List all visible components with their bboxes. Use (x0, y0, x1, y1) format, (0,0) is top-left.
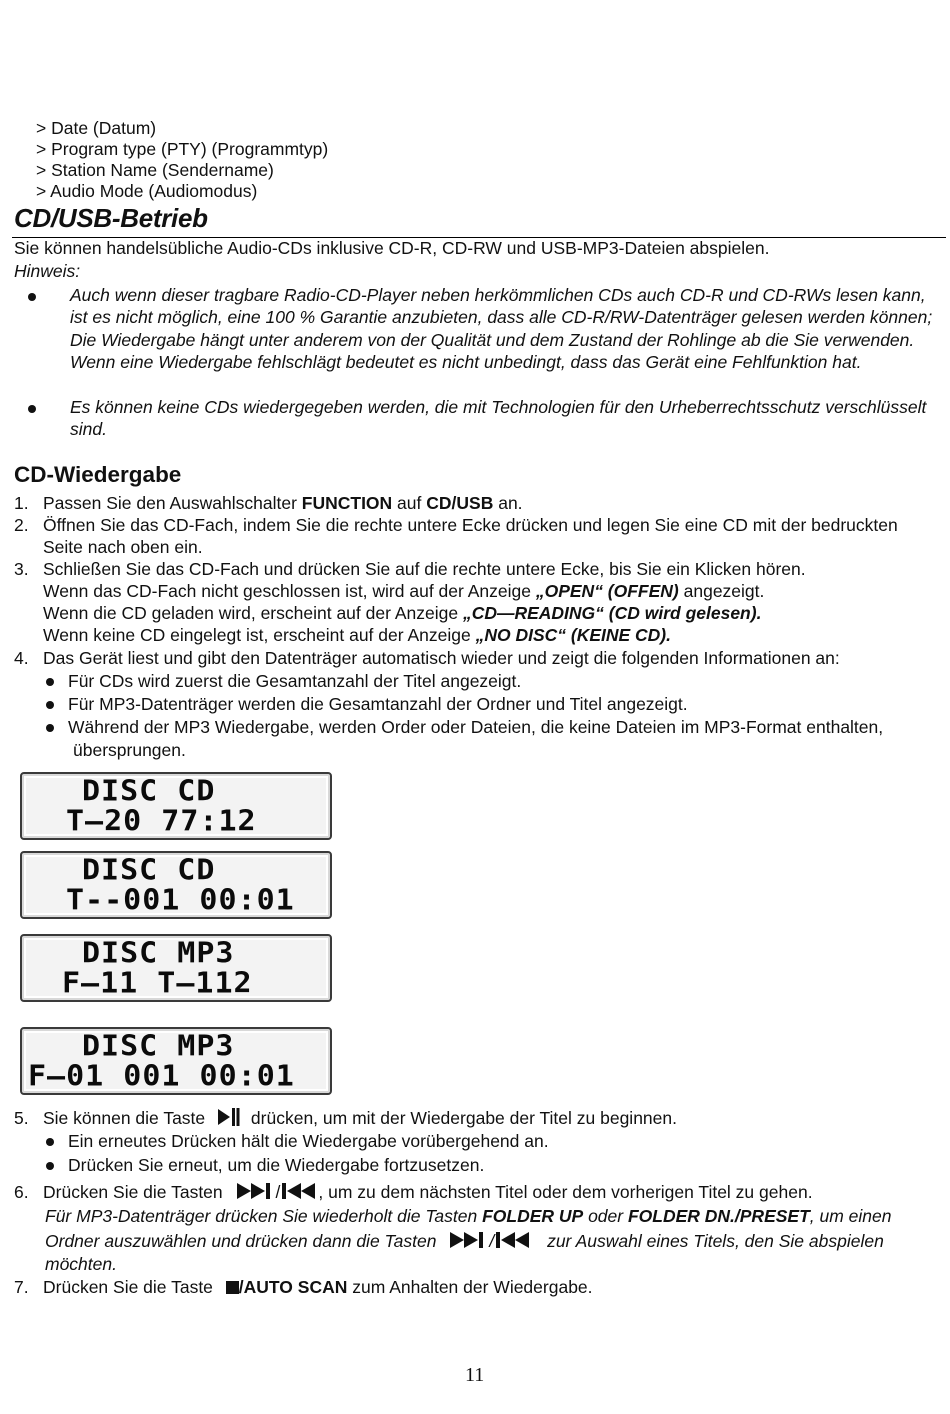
list-item: > Station Name (Sendername) (36, 160, 274, 180)
feature-list (36, 118, 328, 202)
step-4-bullet: Für CDs wird zuerst die Gesamtanzahl der Titel angezeigt. (68, 671, 522, 691)
list-item: > Program type (PTY) (Programmtyp) (36, 139, 329, 159)
function-keyword: FUNCTION (301, 493, 393, 513)
step-4-bullet: Für MP3-Datenträger werden die Gesamtanzahl der Ordner und Titel angezeigt. (68, 694, 688, 714)
lcd-row: DISC CD (82, 774, 216, 809)
step-text: Sie können die Taste (43, 1108, 206, 1129)
step-3-line (43, 580, 764, 602)
step-text: Für MP3-Datenträger drücken Sie wiederholt die Tasten (45, 1206, 483, 1226)
bullet-icon (28, 293, 36, 301)
step-number: 3. (14, 559, 29, 579)
reading-message: „CD—READING“ (CD wird gelesen). (462, 603, 762, 623)
play-pause-icon (216, 1107, 240, 1132)
step-4-bullet: Während der MP3 Wiedergabe, werden Order oder Dateien, die keine Dateien im MP3-Format enthalten, (68, 717, 884, 737)
folder-up-keyword: FOLDER UP (482, 1206, 584, 1226)
hinweis-label: Hinweis: (14, 261, 81, 281)
lcd-row: T—20 77:12 (66, 804, 257, 839)
step-number: 7. (14, 1277, 29, 1297)
step-text: Drücken Sie die Taste (43, 1277, 213, 1297)
no-disc-message: „NO DISC“ (KEINE CD). (475, 625, 672, 645)
stop-icon (226, 1281, 239, 1294)
step-text: zur Auswahl eines Titels, den Sie abspielen (547, 1231, 884, 1252)
list-item: > Date (Datum) (36, 118, 157, 138)
step-3-line (43, 624, 671, 646)
step-2-line: Seite nach oben ein. (43, 537, 203, 557)
step-number: 4. (14, 648, 29, 668)
bullet-icon (46, 1138, 54, 1146)
lcd-display-cd-playing (20, 851, 332, 919)
step-6-text (43, 1181, 813, 1206)
bullet-icon (46, 724, 54, 732)
section-title: CD/USB-Betrieb (14, 203, 208, 233)
step-text: Drücken Sie die Tasten (43, 1182, 223, 1203)
skip-next-icon (236, 1181, 276, 1206)
auto-scan-keyword: /AUTO SCAN (238, 1277, 348, 1297)
list-item: > Audio Mode (Audiomodus) (36, 181, 258, 201)
step-5-bullet: Drücken Sie erneut, um die Wiedergabe fortzusetzen. (68, 1155, 485, 1175)
skip-previous-icon (494, 1230, 532, 1255)
lcd-display-cd-total (20, 772, 332, 840)
step-number: 1. (14, 493, 29, 513)
step-6-note (45, 1205, 892, 1227)
step-4-line: Das Gerät liest und gibt den Datenträger automatisch wieder und zeigt die folgenden Informationen an: (43, 648, 840, 668)
step-text: oder (583, 1206, 628, 1226)
step-4-bullet: übersprungen. (73, 740, 186, 760)
step-text: , um zu dem nächsten Titel oder dem vorherigen Titel zu gehen. (318, 1182, 813, 1203)
step-6-note: möchten. (45, 1254, 117, 1274)
step-5-bullet: Ein erneutes Drücken hält die Wiedergabe vorübergehend an. (68, 1131, 549, 1151)
step-5-text (43, 1107, 677, 1132)
bullet-icon (28, 405, 36, 413)
lcd-display-mp3-total (20, 934, 332, 1002)
note-item: Auch wenn dieser tragbare Radio-CD-Player neben herkömmlichen CDs auch CD-R und CD-RWs lesen kann, ist es nicht möglich, eine 100 % Garantie anzubieten, dass alle CD-R/RW-Datenträger gelesen werden können; Die Wiedergabe hängt unter anderem von der Qualität und dem Zustand der Rohlinge ab die Sie verwenden. Wenn eine Wiedergabe fehlschlägt bedeutet es nicht unbedingt, dass das Gerät eine Fehlfunktion hat. (70, 285, 933, 373)
step-2-line: Öffnen Sie das CD-Fach, indem Sie die rechte untere Ecke drücken und legen Sie eine CD mit der bedruckten (43, 515, 898, 535)
step-text: Wenn keine CD eingelegt ist, erscheint auf der Anzeige (43, 625, 476, 645)
lcd-row: DISC MP3 (82, 936, 235, 971)
step-3-line (43, 602, 761, 624)
lcd-row: F—11 T—112 (62, 966, 253, 1001)
lcd-row: DISC CD (82, 853, 216, 888)
step-6-note (45, 1230, 884, 1255)
step-text: drücken, um mit der Wiedergabe der Titel zu beginnen. (250, 1108, 677, 1129)
subsection-title: CD-Wiedergabe (14, 462, 182, 487)
step-3-line: Schließen Sie das CD-Fach und drücken Sie auf die rechte untere Ecke, bis Sie ein Klicken hören. (43, 559, 806, 579)
page-number: 11 (465, 1364, 485, 1386)
lcd-row: DISC MP3 (82, 1029, 235, 1064)
bullet-icon (46, 678, 54, 686)
step-7-text (43, 1276, 593, 1298)
step-number: 6. (14, 1182, 29, 1202)
folder-dn-preset-keyword: FOLDER DN./PRESET (627, 1206, 810, 1226)
step-text: auf (392, 493, 427, 513)
lcd-row: F—01 001 00:01 (28, 1059, 295, 1094)
slash: / (275, 1182, 281, 1203)
bullet-icon (46, 1162, 54, 1170)
step-text: Passen Sie den Auswahlschalter (43, 493, 302, 513)
step-text: Wenn die CD geladen wird, erscheint auf der Anzeige (43, 603, 463, 623)
step-text: , um einen (809, 1206, 892, 1226)
skip-previous-icon (280, 1181, 318, 1206)
step-text: zum Anhalten der Wiedergabe. (347, 1277, 593, 1297)
cd-usb-keyword: CD/USB (426, 493, 494, 513)
note-item: Es können keine CDs wiedergegeben werden, die mit Technologien für den Urheberrechtsschutz verschlüsselt sind. (70, 397, 927, 440)
step-text: angezeigt. (678, 581, 765, 601)
bullet-icon (46, 701, 54, 709)
step-number: 2. (14, 515, 29, 535)
open-message: „OPEN“ (OFFEN) (535, 581, 679, 601)
step-text: Wenn das CD-Fach nicht geschlossen ist, wird auf der Anzeige (43, 581, 536, 601)
lcd-display-mp3-playing (20, 1027, 332, 1095)
step-text: an. (493, 493, 523, 513)
step-1-text (43, 492, 523, 514)
skip-next-icon (449, 1230, 489, 1255)
slash: / (489, 1231, 495, 1252)
lcd-row: T--001 00:01 (66, 883, 295, 918)
intro-text: Sie können handelsübliche Audio-CDs inklusive CD-R, CD-RW und USB-MP3-Dateien abspielen. (14, 238, 770, 258)
step-number: 5. (14, 1108, 29, 1128)
step-text: Ordner auszuwählen und drücken dann die Tasten (45, 1231, 437, 1252)
